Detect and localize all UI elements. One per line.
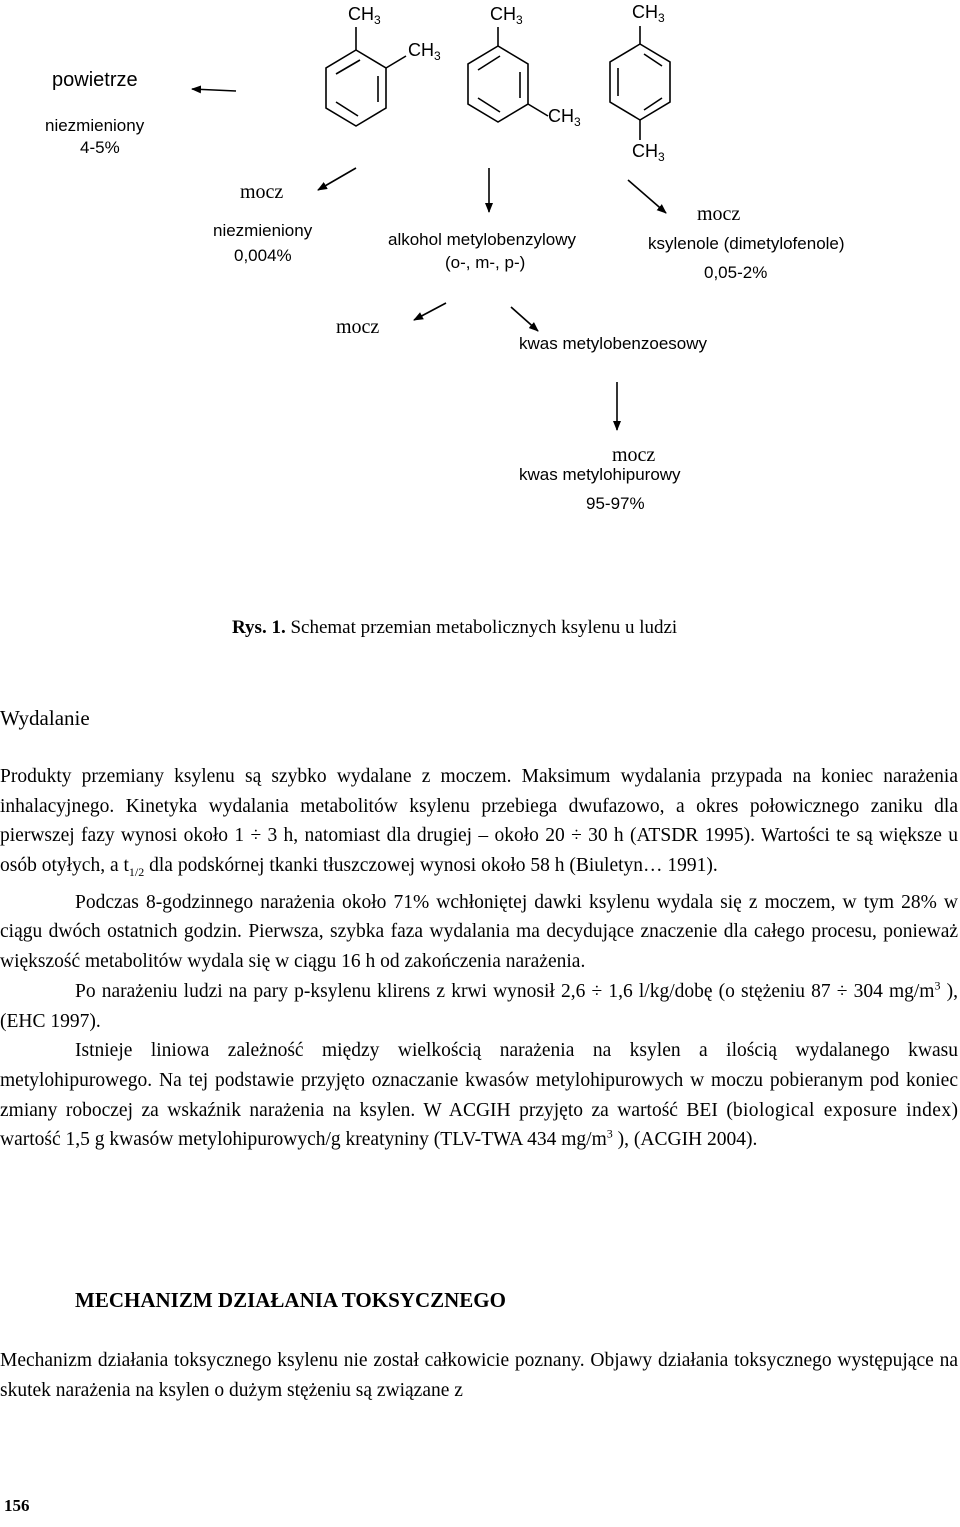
arrow-to-xylenols <box>628 180 666 213</box>
urine-label: mocz <box>240 181 284 203</box>
methyl-label: $CH_3$ <box>632 2 665 25</box>
arrow-to-urine-alcohol <box>414 303 446 320</box>
paragraph: Po narażeniu ludzi na pary p-ksylenu klirens z krwi wynosił 2,6 ÷ 1,6 l/kg/dobę (o stężeniu 87 ÷ 304 $mg/m^3$ ), (EHC 1997). <box>0 978 958 1032</box>
page-number: 156 <box>4 1496 30 1515</box>
paragraph: Produkty przemiany ksylenu są szybko wydalane z moczem. Maksimum wydalania przypada na koniec narażenia inhalacyjnego. Kinetyka wydalania metabolitów ksylenu przebiega dwufazowo, a okres połowicznego zaniku dla pierwszej fazy wynosi około 1 ÷ 3 h, natomiast dla drugiej – około 20 ÷ 30 h (ATSDR 1995). Wartości te są większe u osób otyłych, a $t_{1/2}$ dla podskórnej tkanki tłuszczowej wynosi około 58 h (Biuletyn… 1991). <box>0 766 958 879</box>
urine-unchanged-pct: 0,004% <box>234 246 292 265</box>
p-xylene-structure <box>610 26 670 140</box>
methylhippuric-acid-label: kwas metylohipurowy <box>519 465 681 484</box>
chapter-heading: MECHANIZM DZIAŁANIA TOKSYCZNEGO <box>75 1288 506 1312</box>
figure-caption-text: Schemat przemian metabolicznych ksylenu u ludzi <box>290 617 678 638</box>
figure-caption-label: Rys. 1. <box>232 617 286 638</box>
m-xylene-structure <box>468 27 548 122</box>
paragraph: Istnieje liniowa zależność między wielkością narażenia na ksylen a ilością wydalanego kwasu metylohipurowego. Na tej podstawie przyjęto oznaczanie kwasów metylohipurowych w moczu pobieranym pod koniec zmiany roboczej za wskaźnik narażenia na ksylen. W ACGIH przyjęto za wartość BEI (biological exposure index) wartość 1,5 g kwasów metylohipurowych/g kreatyniny (TLV-TWA 434 $mg/m^3$ ), (ACGIH 2004). <box>0 1040 958 1151</box>
paragraph: Mechanizm działania toksycznego ksylenu nie został całkowicie poznany. Objawy działania toksycznego występujące na skutek narażenia na ksylen o dużym stężeniu są związane z <box>0 1350 958 1401</box>
arrow-to-urine-unchanged <box>318 168 356 190</box>
methylhippuric-pct: 95-97% <box>586 494 645 513</box>
urine-label: mocz <box>612 444 656 466</box>
xylenol-label: ksylenole (dimetylofenole) <box>648 234 845 253</box>
methyl-label: $CH_3$ <box>348 4 381 27</box>
arrow-to-methylbenzoic <box>511 307 538 331</box>
air-unchanged-pct: 4-5% <box>80 138 120 157</box>
paragraph: Podczas 8-godzinnego narażenia około 71% wchłoniętej dawki ksylenu wydala się z moczem, w tym 28% w ciągu dwóch ostatnich godzin. Pierwsza, szybka faza wydalania ma decydujące znaczenie dla całego procesu, ponieważ większość metabolitów wydala się w ciągu 16 h od zakończenia narażenia. <box>0 891 958 973</box>
methyl-label: $CH_3$ <box>548 106 581 129</box>
o-xylene-structure <box>326 27 406 126</box>
urine-unchanged-label: niezmieniony <box>213 221 313 240</box>
alcohol-isomers: (o-, m-, p-) <box>445 253 526 272</box>
methylbenzoic-acid-label: kwas metylobenzoesowy <box>519 334 708 353</box>
air-unchanged-label: niezmieniony <box>45 116 145 135</box>
urine-label: mocz <box>697 203 741 225</box>
mechanism-text <box>0 1346 958 1405</box>
arrow-to-air <box>192 89 236 91</box>
section-heading: Wydalanie <box>0 706 90 730</box>
xylenol-pct: 0,05-2% <box>704 263 768 282</box>
excretion-text <box>0 762 958 1155</box>
figure-caption <box>232 617 677 639</box>
methyl-label: $CH_3$ <box>632 141 665 164</box>
methyl-label: $CH_3$ <box>490 4 523 27</box>
urine-label: mocz <box>336 316 380 338</box>
methyl-label: $CH_3$ <box>408 40 441 63</box>
alcohol-label: alkohol metylobenzylowy <box>388 230 577 249</box>
air-label: powietrze <box>52 69 138 91</box>
